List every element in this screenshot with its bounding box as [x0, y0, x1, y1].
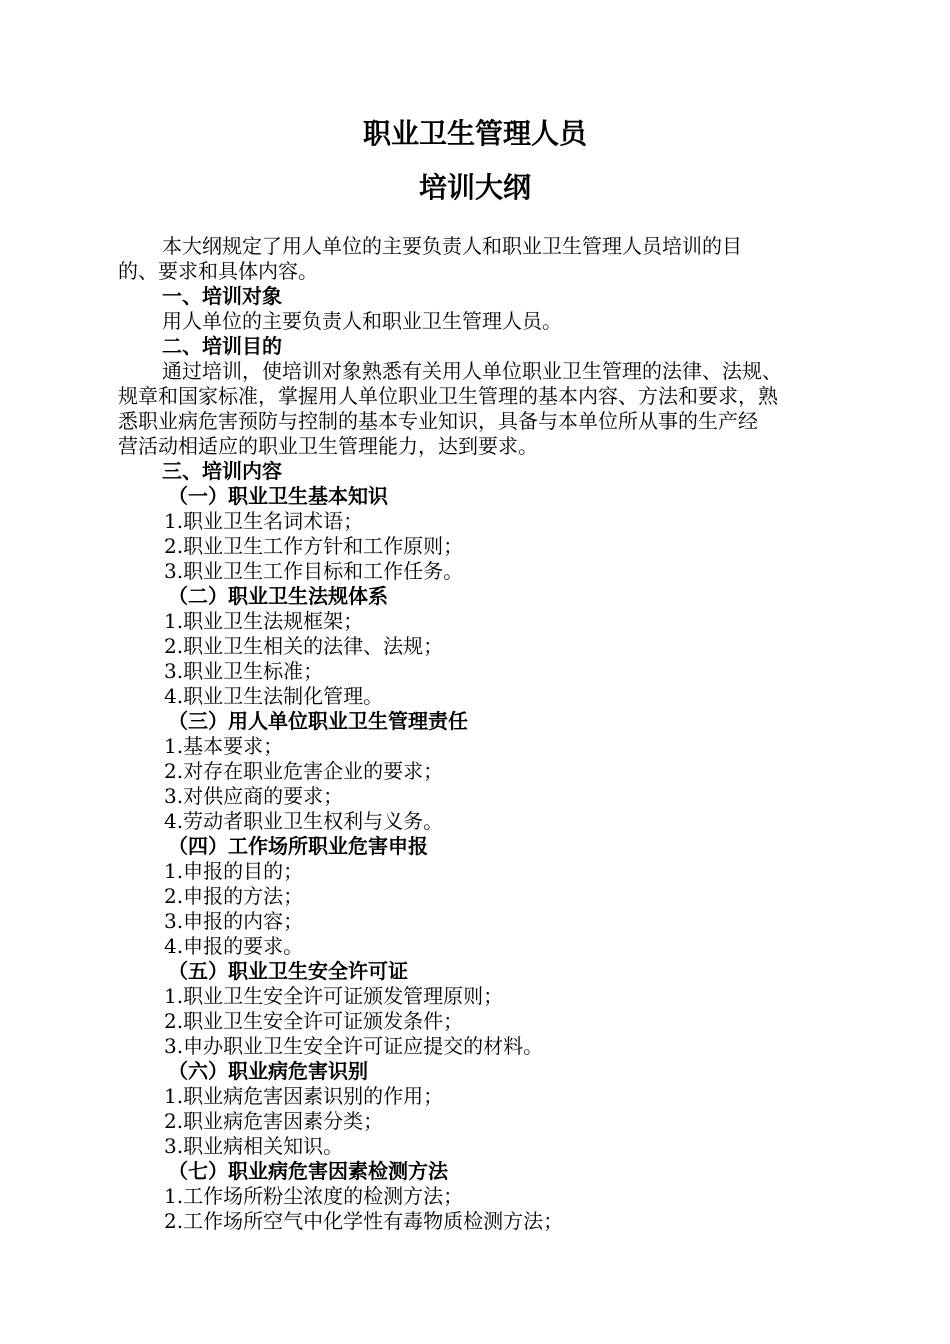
list-item: 3.职业卫生标准； — [164, 659, 324, 683]
list-item: 1.申报的目的； — [164, 859, 304, 883]
list-item: 2.职业卫生相关的法律、法规； — [164, 634, 444, 658]
section-text: 悉职业病危害预防与控制的基本专业知识，具备与本单位所从事的生产经 — [118, 409, 758, 433]
list-item: 2.工作场所空气中化学性有毒物质检测方法； — [164, 1209, 564, 1233]
section-text: 营活动相适应的职业卫生管理能力，达到要求。 — [118, 434, 538, 458]
list-item: 3.职业病相关知识。 — [164, 1134, 344, 1158]
subsection-title: （二）职业卫生法规体系 — [168, 584, 388, 608]
list-item: 4.申报的要求。 — [164, 934, 304, 958]
subsection-title: （五）职业卫生安全许可证 — [168, 959, 408, 983]
section-heading: 三、培训内容 — [162, 459, 282, 483]
list-item: 1.基本要求； — [164, 734, 284, 758]
list-item: 2.申报的方法； — [164, 884, 304, 908]
subsection-title: （一）职业卫生基本知识 — [168, 484, 388, 508]
list-item: 4.劳动者职业卫生权利与义务。 — [164, 809, 444, 833]
intro-line: 本大纲规定了用人单位的主要负责人和职业卫生管理人员培训的目 — [162, 234, 742, 258]
subsection-title: （四）工作场所职业危害申报 — [168, 834, 428, 858]
list-item: 3.申办职业卫生安全许可证应提交的材料。 — [164, 1034, 544, 1058]
list-item: 2.对存在职业危害企业的要求； — [164, 759, 444, 783]
list-item: 3.职业卫生工作目标和工作任务。 — [164, 559, 464, 583]
list-item: 3.申报的内容； — [164, 909, 304, 933]
section-text: 用人单位的主要负责人和职业卫生管理人员。 — [162, 309, 562, 333]
document-subtitle: 培训大纲 — [418, 171, 531, 204]
section-text: 通过培训，使培训对象熟悉有关用人单位职业卫生管理的法律、法规、 — [162, 359, 782, 383]
list-item: 4.职业卫生法制化管理。 — [164, 684, 384, 708]
list-item: 1.职业卫生安全许可证颁发管理原则； — [164, 984, 504, 1008]
document-title: 职业卫生管理人员 — [362, 117, 587, 150]
section-text: 规章和国家标准，掌握用人单位职业卫生管理的基本内容、方法和要求，熟 — [118, 384, 778, 408]
list-item: 2.职业卫生工作方针和工作原则； — [164, 534, 464, 558]
section-heading: 一、培训对象 — [162, 284, 282, 308]
subsection-title: （六）职业病危害识别 — [168, 1059, 368, 1083]
subsection-title: （七）职业病危害因素检测方法 — [168, 1159, 448, 1183]
list-item: 3.对供应商的要求； — [164, 784, 344, 808]
list-item: 1.工作场所粉尘浓度的检测方法； — [164, 1184, 464, 1208]
document-body — [118, 234, 834, 1234]
intro-line: 的、要求和具体内容。 — [118, 259, 318, 283]
list-item: 2.职业卫生安全许可证颁发条件； — [164, 1009, 464, 1033]
list-item: 1.职业病危害因素识别的作用； — [164, 1084, 444, 1108]
list-item: 1.职业卫生法规框架； — [164, 609, 364, 633]
list-item: 1.职业卫生名词术语； — [164, 509, 364, 533]
subsection-title: （三）用人单位职业卫生管理责任 — [168, 709, 468, 733]
list-item: 2.职业病危害因素分类； — [164, 1109, 384, 1133]
section-heading: 二、培训目的 — [162, 334, 282, 358]
